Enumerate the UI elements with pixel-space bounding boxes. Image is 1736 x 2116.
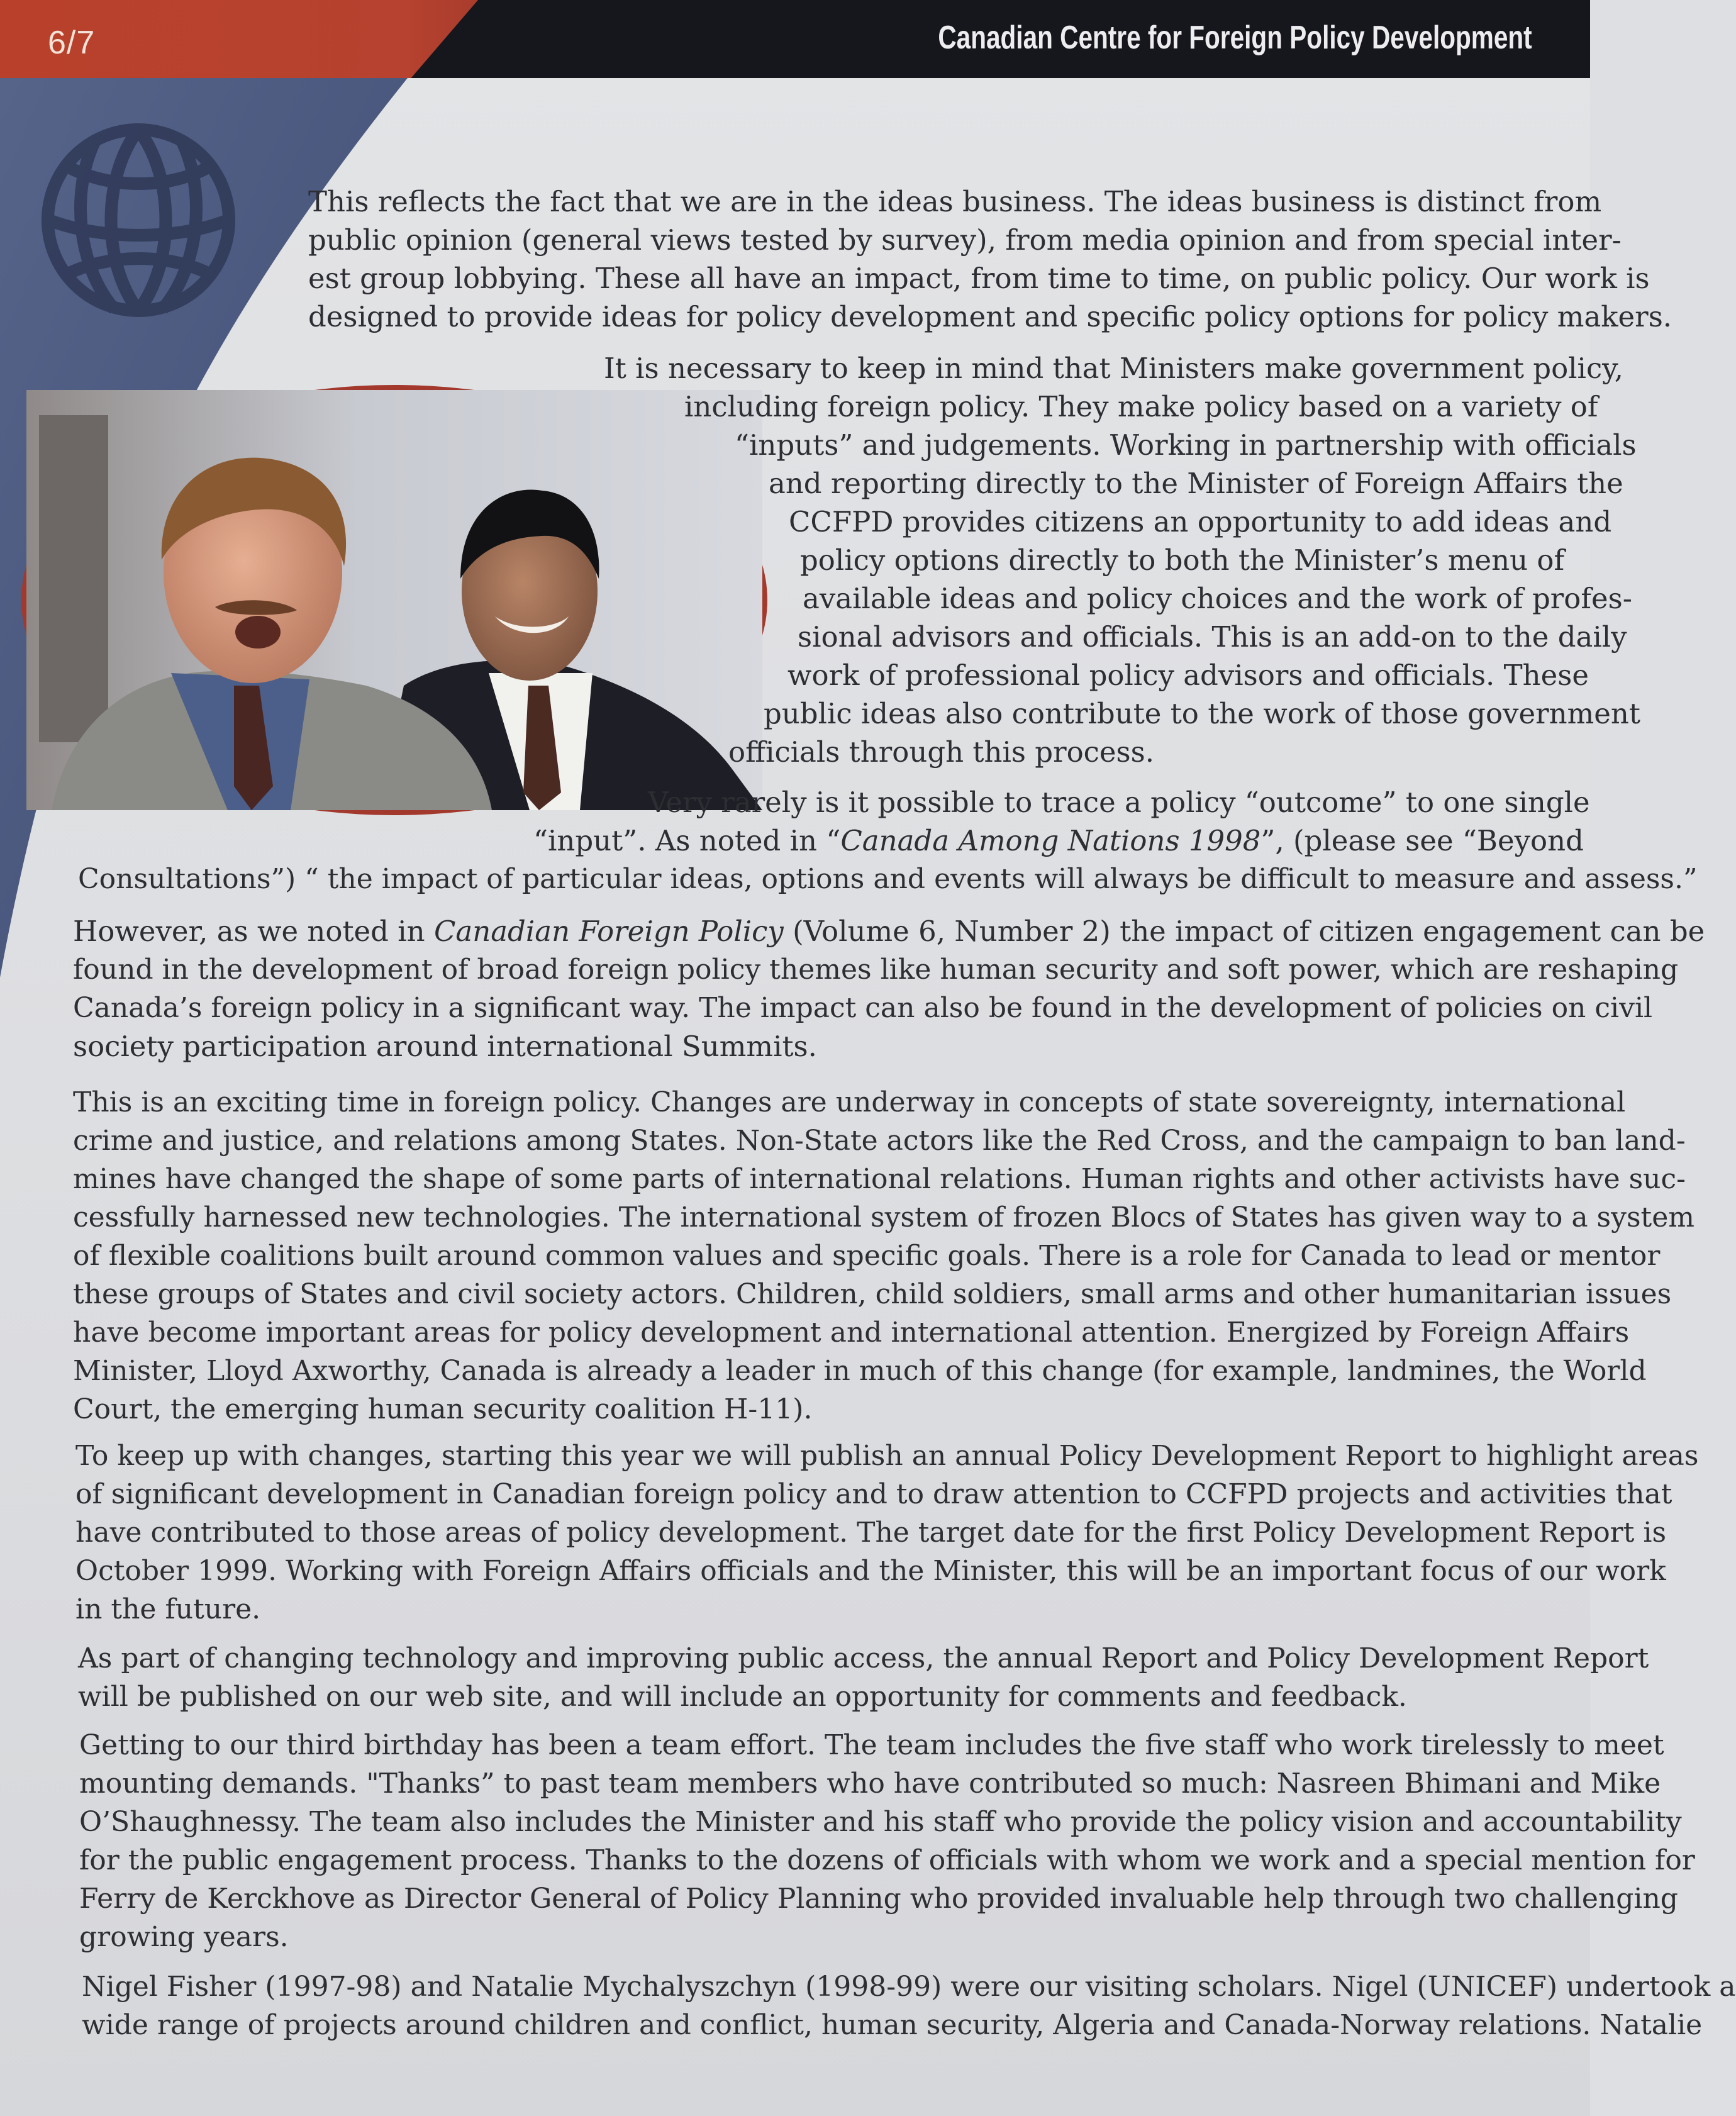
paragraph-9 <box>82 1968 1736 2044</box>
text-line: Court, the emerging human security coalition H-11). <box>73 1393 813 1425</box>
text-line: public ideas also contribute to the work of those government <box>764 697 1640 730</box>
text-line: Minister, Lloyd Axworthy, Canada is already a leader in much of this change (for example, landmines, the World <box>73 1355 1647 1387</box>
text-line: wide range of projects around children and conflict, human security, Algeria and Canada-Norway relations. Natalie <box>82 2009 1703 2041</box>
text-line: found in the development of broad foreign policy themes like human security and soft power, which are reshaping <box>73 954 1679 986</box>
text-fragment: ”, (please see “Beyond <box>1260 824 1584 857</box>
paragraph-5 <box>73 1083 1694 1428</box>
text-line: society participation around international Summits. <box>73 1030 817 1063</box>
text-line: sional advisors and officials. This is an add-on to the daily <box>798 620 1627 654</box>
text-line: Nigel Fisher (1997-98) and Natalie Mychalyszchyn (1998-99) were our visiting scholars. Nigel (UNICEF) undertook a <box>82 1971 1736 2003</box>
text-fragment: However, as we noted in <box>73 915 434 948</box>
globe-icon <box>39 121 238 320</box>
text-line: This is an exciting time in foreign policy. Changes are underway in concepts of state sovereignty, international <box>73 1086 1626 1118</box>
paragraph-6 <box>75 1437 1699 1629</box>
photo-frame <box>21 385 767 815</box>
paragraph-8 <box>79 1726 1695 1956</box>
text-line: mines have changed the shape of some parts of international relations. Human rights and other activists have suc- <box>73 1163 1686 1195</box>
text-line: est group lobbying. These all have an impact, from time to time, on public policy. Our work is <box>308 262 1650 295</box>
text-line: will be published on our web site, and will include an opportunity for comments and feedback. <box>78 1681 1407 1713</box>
text-line: designed to provide ideas for policy development and specific policy options for policy makers. <box>308 300 1672 333</box>
text-line: of significant development in Canadian foreign policy and to draw attention to CCFPD projects and activities that <box>75 1478 1672 1510</box>
text-line: have become important areas for policy development and international attention. Energized by Foreign Affairs <box>73 1317 1630 1349</box>
publication-title: Canadian Centre for Foreign Policy Development <box>938 19 1532 56</box>
text-line: Getting to our third birthday has been a team effort. The team includes the five staff who work tirelessly to meet <box>79 1729 1664 1761</box>
text-line <box>533 821 1584 860</box>
text-line: growing years. <box>79 1921 289 1953</box>
text-line: crime and justice, and relations among States. Non-State actors like the Red Cross, and the campaign to ban land- <box>73 1125 1686 1157</box>
text-line: As part of changing technology and improving public access, the annual Report and Policy Development Report <box>78 1642 1649 1674</box>
text-line: including foreign policy. They make policy based on a variety of <box>684 390 1598 423</box>
text-line: in the future. <box>75 1593 261 1625</box>
page-number: 6/7 <box>48 25 96 61</box>
text-line: O’Shaughnessy. The team also includes the Minister and his staff who provide the policy vision and accountability <box>79 1806 1682 1838</box>
text-line: mounting demands. "Thanks” to past team members who have contributed so much: Nasreen Bhimani and Mike <box>79 1768 1661 1800</box>
text-line: work of professional policy advisors and officials. These <box>787 659 1589 692</box>
paragraph-1 <box>308 182 1672 336</box>
text-line <box>73 912 1705 950</box>
text-line: for the public engagement process. Thanks to the dozens of officials with whom we work and a special mention for <box>79 1844 1695 1876</box>
text-line: CCFPD provides citizens an opportunity to add ideas and <box>789 505 1612 538</box>
text-line: and reporting directly to the Minister of Foreign Affairs the <box>769 467 1623 500</box>
text-line: public opinion (general views tested by survey), from media opinion and from special inter- <box>308 223 1622 257</box>
text-line: policy options directly to both the Minister’s menu of <box>800 543 1565 577</box>
text-line: officials through this process. <box>728 735 1154 769</box>
text-line: Consultations”) “ the impact of particular ideas, options and events will always be difficult to measure and assess.” <box>78 863 1698 895</box>
paragraph-7 <box>78 1639 1649 1716</box>
text-line: To keep up with changes, starting this year we will publish an annual Policy Development Report to highlight areas <box>75 1440 1699 1472</box>
paragraph-4 <box>73 912 1705 1066</box>
text-line: have contributed to those areas of policy development. The target date for the first Policy Development Report is <box>75 1517 1667 1549</box>
text-line: October 1999. Working with Foreign Affairs officials and the Minister, this will be an important focus of our work <box>75 1555 1666 1587</box>
text-line: of flexible coalitions built around common values and specific goals. There is a role for Canada to lead or mentor <box>73 1240 1661 1272</box>
text-line: Canada’s foreign policy in a significant way. The impact can also be found in the development of policies on civil <box>73 992 1653 1024</box>
text-line: “inputs” and judgements. Working in partnership with officials <box>735 428 1637 462</box>
text-line: these groups of States and civil society actors. Children, child soldiers, small arms and other humanitarian issues <box>73 1278 1672 1310</box>
text-line: Very rarely is it possible to trace a policy “outcome” to one single <box>648 786 1590 819</box>
italic-title: Canadian Foreign Policy <box>433 915 784 948</box>
italic-title: Canada Among Nations 1998 <box>840 824 1261 857</box>
text-line: This reflects the fact that we are in the ideas business. The ideas business is distinct from <box>308 185 1602 218</box>
text-line: It is necessary to keep in mind that Ministers make government policy, <box>604 352 1623 385</box>
text-line: cessfully harnessed new technologies. The international system of frozen Blocs of States has given way to a system <box>73 1201 1694 1233</box>
text-fragment: (Volume 6, Number 2) the impact of citizen engagement can be <box>783 915 1705 948</box>
text-line: Ferry de Kerckhove as Director General of Policy Planning who provided invaluable help through two challenging <box>79 1883 1678 1915</box>
text-line: available ideas and policy choices and the work of profes- <box>803 582 1632 615</box>
photo-two-men <box>26 390 762 810</box>
text-fragment: “input”. As noted in “ <box>533 824 841 857</box>
